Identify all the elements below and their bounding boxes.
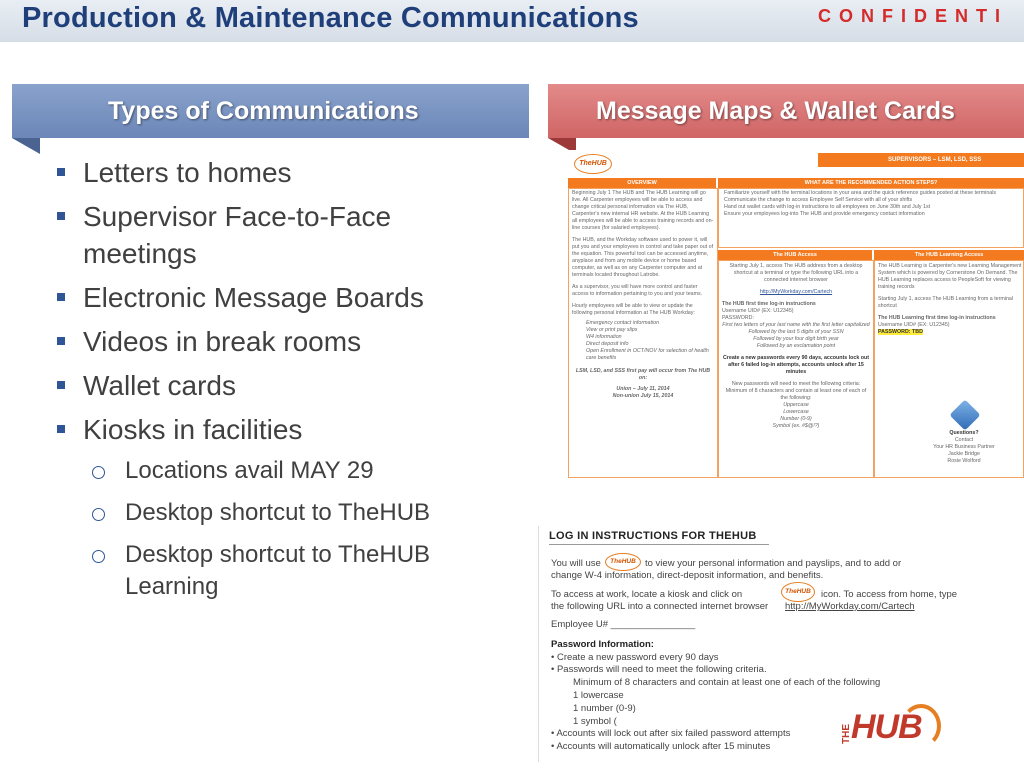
sub-list-item: Desktop shortcut to TheHUB [52,497,492,529]
square-bullet-icon [57,425,65,433]
overview-text: Beginning July 1 The HUB and The HUB Learning will go live. All Carpenter employees will be able to access and change critical personal information via The HUB, Carpenter's new internal HR website. At the HUB Learning all employees will be able to access training records and on-line courses (for salaried employees). The HUB, and the Workday software used to power it, will put you and your employees in control and take paper out of the equation. This powerful tool can be accessed anytime, anyplace and from any mobile device or home based computer, as well as on any Carpenter computer and at terminals located throughout Latrobe. As a supervisor, you will have more control and faster access to information pertaining to you and your teams. Hourly employees will be able to view or update the following personal information at The HUB Workday: Emergency contact information View or print pay slips W4 information Direct deposit info Open Enrollment in OCT/NOV for selection of health care benefits LSM, LSD, and SSS first pay will occur from The HUB on: Union – July 11, 2014 Non-union July 15, 2014 [572,190,714,399]
actions-heading: WHAT ARE THE RECOMMENDED ACTION STEPS? [718,178,1024,188]
types-heading-fold [12,138,40,154]
title-underline [549,544,769,545]
square-bullet-icon [57,212,65,220]
list-item: Videos in break rooms [52,323,492,360]
list-item: Wallet cards [52,367,492,404]
hub-learning-text: The HUB Learning is Carpenter's new Learning Management System which is powered by Cornerstone On Demand. The HUB Learning replaces access to PeopleSoft for viewing training records Starting July 1, access The HUB Learning from a terminal shortcut The HUB Learning first time log-in instructions Username UID# (EX: U12345) PASSWORD: TBD [878,263,1022,335]
communication-types-list [52,154,492,613]
login-instructions-card: LOG IN INSTRUCTIONS FOR THEHUB You will use TheHUB to view your personal information and payslips, and to add or change W-4 information, direct-deposit information, and benefits. To access at work, locate a kiosk and click on TheHUB icon. To access from home, type the following URL into a connected internet browser http://MyWorkday.com/Cartech Employee U# ________________ Password Information: • Create a new password every 90 days • Passwords will need to meet the following criteria. Minimum of 8 characters and contain at least one of each of the following 1 lowercase 1 number (0-9) 1 symbol ( • Accounts will lock out after six failed password attempts • Accounts will automatically unlock after 15 minutes THE HUB [538,526,958,762]
hub-learning-heading: The HUB Learning Access [874,250,1024,260]
list-item: Kiosks in facilities [52,411,492,448]
kiosk-hub-icon: TheHUB [781,582,815,602]
list-item: Letters to homes [52,154,492,191]
confidential-label: CONFIDENTI [818,6,1008,26]
login-title: LOG IN INSTRUCTIONS FOR THEHUB [549,530,757,542]
hub-access-text: Starting July 1, access The HUB address from a desktop shortcut at a terminal or type the following URL into a connected internet browser http://MyWorkday.com/Cartech The HUB first time log-in instructions Username UID# (EX: U12345) PASSWORD: First two letters of your last name with the first letter capitalized Followed by the last 5 digits of your SSN Followed by your four digit birth year Followed by an exclamation point Create a new passwords every 90 days, accounts lock out after 6 failed log-in attempts, accounts unlock after 15 minutes New passwords will need to meet the following criteria: Minimum of 8 characters and contain at least one of each of the following: Uppercase Lowercase Number (0-9) Symbol (ex. #$@!?) [722,263,870,429]
questions-contact: Questions? Contact Your HR Business Partner Jackie Bridge Rosie Wolford [933,430,995,464]
maps-heading: Message Maps & Wallet Cards [596,97,955,125]
square-bullet-icon [57,168,65,176]
hub-access-heading: The HUB Access [718,250,872,260]
page-title: Production & Maintenance Communications [22,2,639,34]
workday-url-link[interactable]: http://MyWorkday.com/Cartech [785,601,915,612]
sub-list-item: Desktop shortcut to TheHUB Learning [52,539,492,603]
list-item: Electronic Message Boards [52,279,492,316]
supervisors-bar: SUPERVISORS – LSM, LSD, SSS [818,153,1024,167]
the-hub-logo: THE HUB [841,704,939,752]
overview-heading: OVERVIEW [568,178,716,188]
sub-list-item: Locations avail MAY 29 [52,455,492,487]
square-bullet-icon [57,337,65,345]
message-map-card [568,150,1024,480]
square-bullet-icon [57,381,65,389]
thehub-inline-logo: TheHUB [605,553,641,571]
circle-bullet-icon [92,466,105,479]
password-tbd-highlight: PASSWORD: TBD [878,329,923,335]
overview-list: Emergency contact information View or print pay slips W4 information Direct deposit info Open Enrollment in OCT/NOV for selection of health care benefits [586,320,709,361]
types-heading: Types of Communications [108,97,419,125]
circle-bullet-icon [92,550,105,563]
circle-bullet-icon [92,508,105,521]
action-steps: Familiarize yourself with the terminal locations in your area and the quick reference guides posted at these terminals Communicate the change to access Employee Self Service with all of your shifts Hand out wallet cards with log-in instructions to all employees on June 30th and July 1st Ensure your employees log-into The HUB and provide emergency contact information [724,190,997,217]
list-item: Supervisor Face-to-Face meetings [52,198,492,272]
employee-number-field: Employee U# ________________ [551,619,696,630]
square-bullet-icon [57,293,65,301]
thehub-logo: TheHUB [574,154,612,174]
